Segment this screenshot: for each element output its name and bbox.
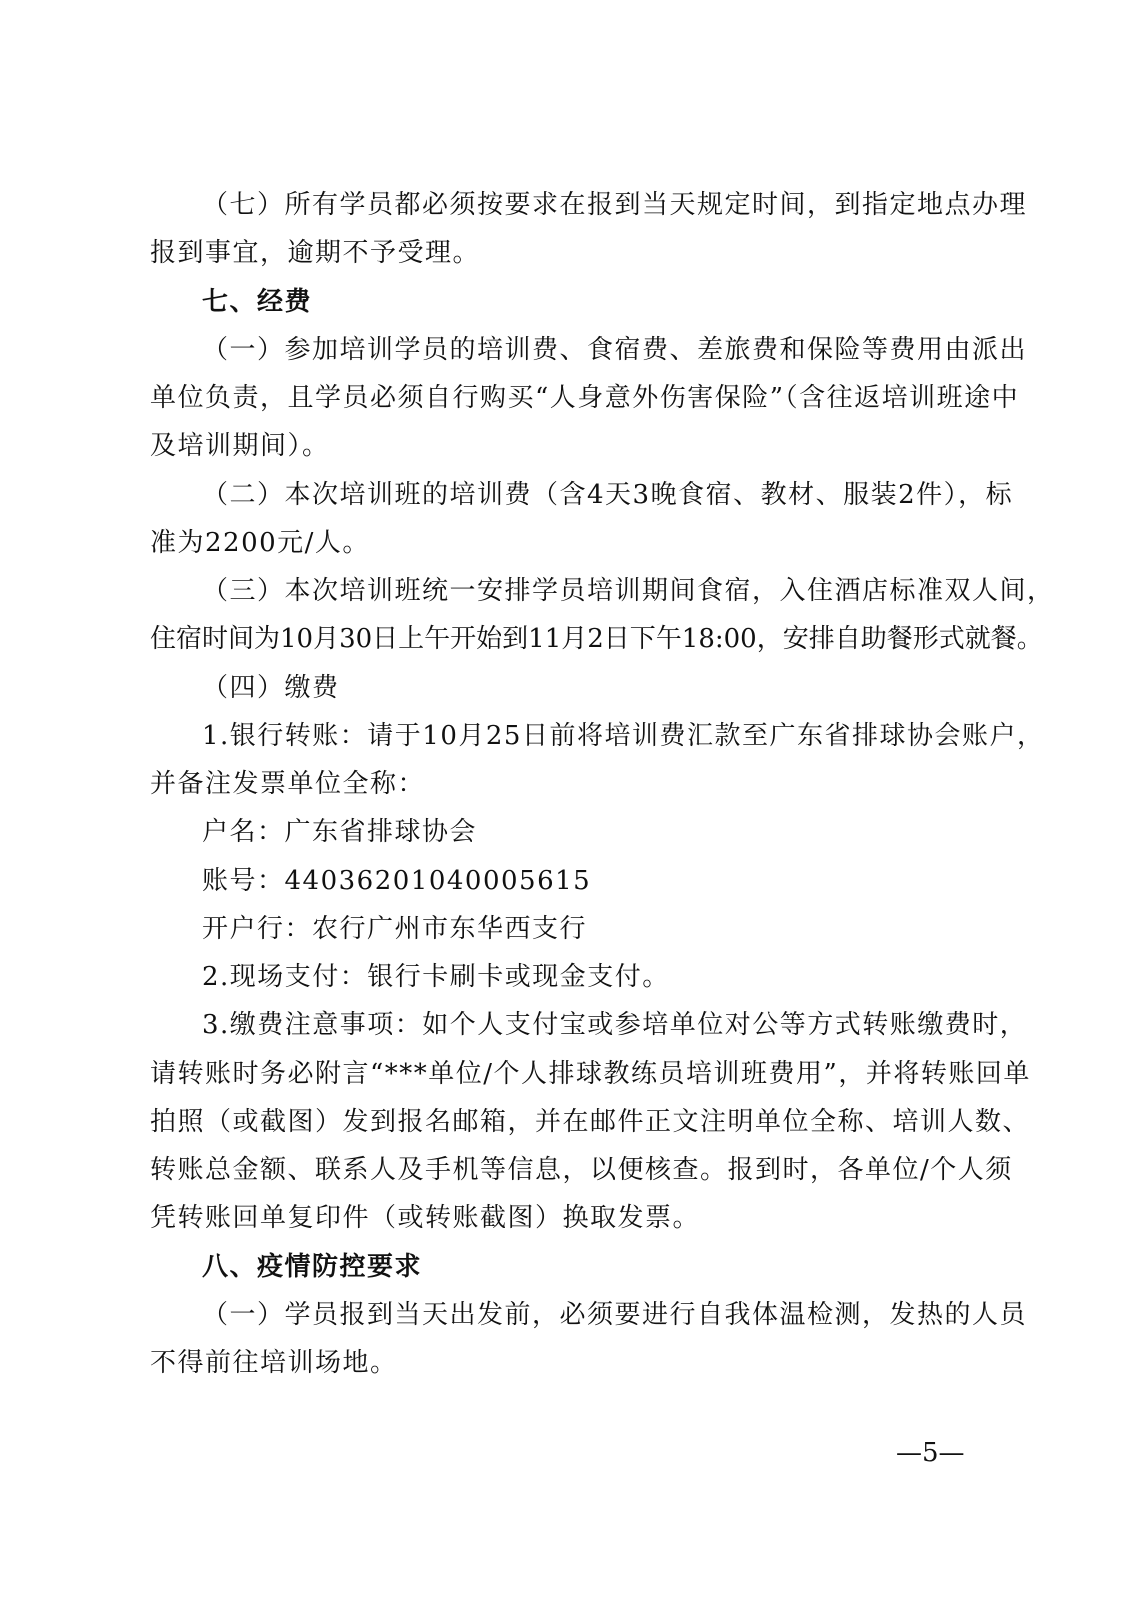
paragraph-line: 转账总金额、联系人及手机等信息，以便核查。报到时，各单位/个人须 bbox=[150, 1155, 1013, 1185]
paragraph-line: 住宿时间为10月30日上午开始到11月2日下午18:00，安排自助餐形式就餐。 bbox=[150, 624, 1043, 654]
paragraph-line: 并备注发票单位全称： bbox=[150, 769, 426, 799]
paragraph-line: （七）所有学员都必须按要求在报到当天规定时间，到指定地点办理 bbox=[202, 190, 1028, 220]
paragraph-line: 拍照（或截图）发到报名邮箱，并在邮件正文注明单位全称、培训人数、 bbox=[150, 1107, 1031, 1137]
paragraph-line: 开户行：农行广州市东华西支行 bbox=[202, 914, 588, 944]
paragraph-line: （四）缴费 bbox=[202, 673, 340, 703]
paragraph-line: 1.银行转账：请于10月25日前将培训费汇款至广东省排球协会账户， bbox=[202, 721, 1045, 751]
section-heading: 八、疫情防控要求 bbox=[202, 1252, 423, 1282]
paragraph-line: 凭转账回单复印件（或转账截图）换取发票。 bbox=[150, 1203, 701, 1233]
paragraph-line: 请转账时务必附言“***单位/个人排球教练员培训班费用”，并将转账回单 bbox=[150, 1059, 1031, 1089]
paragraph-line: （三）本次培训班统一安排学员培训期间食宿，入住酒店标准双人间， bbox=[202, 576, 1055, 606]
paragraph-line: 及培训期间）。 bbox=[150, 431, 330, 461]
paragraph-line: 准为2200元/人。 bbox=[150, 528, 370, 558]
paragraph-line: 户名：广东省排球协会 bbox=[202, 817, 478, 847]
paragraph-line: 报到事宜，逾期不予受理。 bbox=[150, 238, 481, 268]
paragraph-line: 2.现场支付：银行卡刷卡或现金支付。 bbox=[202, 962, 670, 992]
paragraph-line: （一）学员报到当天出发前，必须要进行自我体温检测，发热的人员 bbox=[202, 1300, 1028, 1330]
section-heading: 七、经费 bbox=[202, 287, 313, 317]
page-number: —5— bbox=[896, 1438, 965, 1468]
paragraph-line: 不得前往培训场地。 bbox=[150, 1348, 398, 1378]
paragraph-line: 单位负责，且学员必须自行购买“人身意外伤害保险”（含往返培训班途中 bbox=[150, 383, 1020, 413]
paragraph-line: 账号：44036201040005615 bbox=[202, 866, 592, 896]
paragraph-line: （二）本次培训班的培训费（含4天3晚食宿、教材、服装2件），标 bbox=[202, 480, 1014, 510]
paragraph-line: （一）参加培训学员的培训费、食宿费、差旅费和保险等费用由派出 bbox=[202, 335, 1028, 365]
paragraph-line: 3.缴费注意事项：如个人支付宝或参培单位对公等方式转账缴费时， bbox=[202, 1010, 1028, 1040]
